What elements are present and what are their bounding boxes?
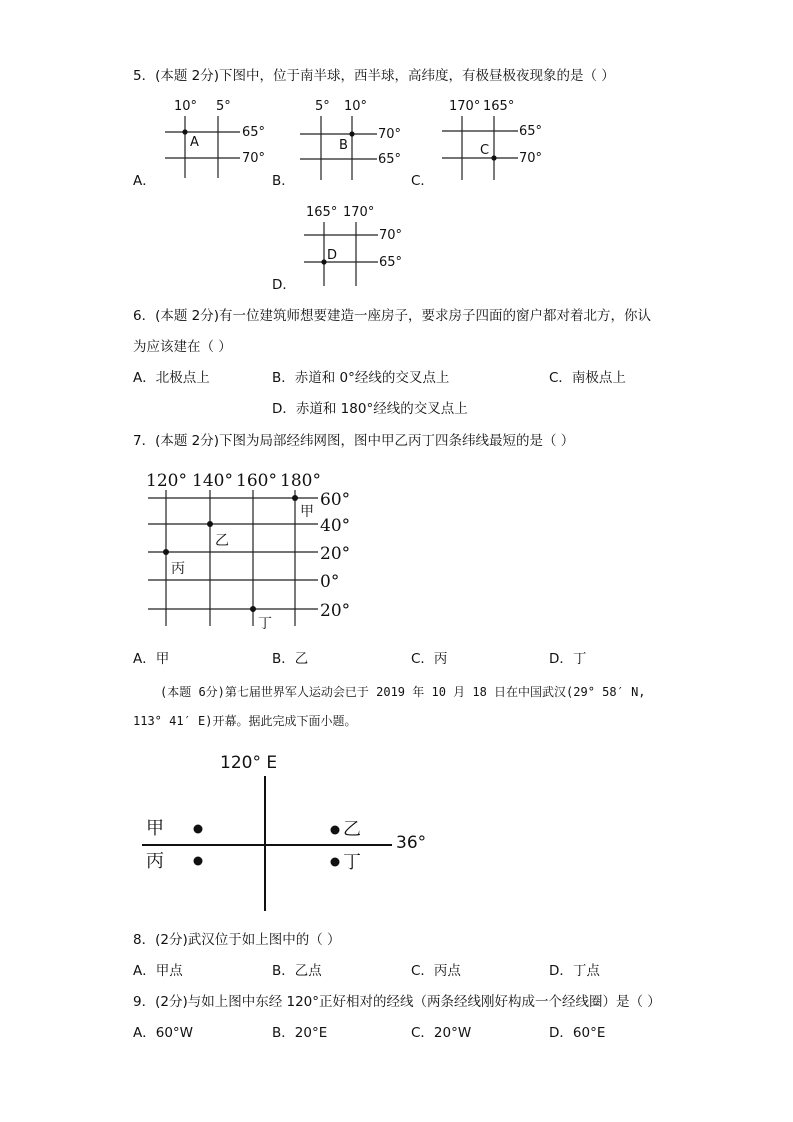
q8-stem: 8．(2分)武汉位于如上图中的（ ） [133, 932, 341, 948]
q5-option-b: B． [272, 173, 295, 189]
q5b-lon-1: 5° [315, 99, 330, 114]
q6-option-b: B．赤道和 0°经线的交叉点上 [272, 370, 450, 386]
q5b-point [349, 131, 354, 136]
q8-option-a: A．甲点 [133, 963, 183, 979]
q7-point-yi [207, 521, 213, 527]
q5a-lon-1: 10° [174, 99, 198, 114]
q8-point-jia [194, 825, 203, 834]
q9-option-d: D．60°E [549, 1025, 606, 1041]
q5b-point-label: B [339, 138, 348, 153]
q9-option-a: A．60°W [133, 1025, 194, 1041]
q5b-lat-1: 70° [378, 127, 402, 142]
q8-meridian-label: 120° E [220, 753, 278, 773]
q6-stem-line2: 为应该建在（ ） [133, 339, 232, 355]
q7-lat-60: 60° [320, 490, 351, 510]
q9-option-b: B．20°E [272, 1025, 328, 1041]
q5d-lat-2: 65° [379, 255, 403, 270]
q5-figure-b [295, 96, 405, 186]
q5d-point-label: D [327, 248, 338, 263]
q5d-lon-2: 170° [343, 205, 375, 220]
q7-lon-180: 180° [280, 471, 321, 491]
q8-label-yi: 乙 [343, 819, 361, 840]
q5c-lon-2: 165° [483, 99, 515, 114]
q8-figure [140, 748, 440, 918]
q5c-lat-1: 65° [519, 124, 543, 139]
q8-option-d: D．丁点 [549, 963, 600, 979]
q7-lat-0: 0° [320, 572, 340, 592]
q8-label-jia: 甲 [146, 818, 164, 839]
q5c-lat-2: 70° [519, 151, 543, 166]
q6-stem-line1: 6．(本题 2分)有一位建筑师想要建造一座房子，要求房子四面的窗户都对着北方，你认 [133, 308, 652, 324]
q7-lon-120: 120° [146, 471, 187, 491]
q5a-lat-2: 70° [242, 151, 266, 166]
q7-option-d: D．丁 [549, 651, 587, 667]
q5a-point [182, 129, 187, 134]
q7-option-b: B．乙 [272, 651, 309, 667]
q8-point-bing [194, 857, 203, 866]
q7-option-c: C．丙 [411, 651, 448, 667]
q5b-lon-2: 10° [344, 99, 368, 114]
q5c-lon-1: 170° [449, 99, 481, 114]
q7-point-bing [163, 549, 169, 555]
q7-lat-40: 40° [320, 516, 351, 536]
q8-option-b: B．乙点 [272, 963, 322, 979]
q7-option-a: A．甲 [133, 651, 170, 667]
q5-stem: 5．(本题 2分)下图中，位于南半球，西半球，高纬度，有极昼极夜现象的是（ ） [133, 68, 615, 84]
q5a-point-label: A [190, 135, 199, 150]
q5a-lon-2: 5° [216, 99, 231, 114]
q5d-lat-1: 70° [379, 228, 403, 243]
q7-lon-140: 140° [192, 471, 233, 491]
q7-label-jia: 甲 [300, 504, 314, 520]
q5d-lon-1: 165° [306, 205, 338, 220]
q6-option-c: C．南极点上 [549, 370, 626, 386]
intro-line2: 113° 41′ E)开幕。据此完成下面小题。 [133, 714, 357, 728]
intro-line1: (本题 6分)第七届世界军人运动会已于 2019 年 10 月 18 日在中国武汉(29° 58′ N, [160, 685, 646, 699]
q8-point-yi [331, 826, 340, 835]
q7-lat-20n: 20° [320, 544, 351, 564]
q7-label-ding: 丁 [258, 616, 272, 632]
q5-option-a: A． [133, 173, 156, 189]
q6-option-d: D．赤道和 180°经线的交叉点上 [272, 401, 468, 417]
q5-figure-c [440, 96, 555, 186]
q5-option-d: D． [272, 277, 296, 293]
q7-label-bing: 丙 [171, 561, 185, 577]
q5a-lat-1: 65° [242, 125, 266, 140]
q8-point-ding [331, 858, 340, 867]
q8-parallel-label: 36° [396, 833, 427, 853]
q8-option-c: C．丙点 [411, 963, 461, 979]
q7-point-ding [250, 606, 256, 612]
q5-figure-a [160, 96, 270, 186]
q5d-point [321, 259, 326, 264]
q9-stem: 9．(2分)与如上图中东经 120°正好相对的经线（两条经线刚好构成一个经线圈）是（ ） [133, 994, 661, 1010]
q6-option-a: A．北极点上 [133, 370, 210, 386]
q7-graticule [140, 466, 370, 636]
q7-point-jia [292, 495, 298, 501]
q7-lat-20s: 20° [320, 601, 351, 621]
q5-option-c: C． [411, 173, 434, 189]
q5c-point-label: C [480, 143, 490, 158]
q8-label-bing: 丙 [146, 851, 164, 872]
q5-figure-d [302, 202, 412, 292]
q9-option-c: C．20°W [411, 1025, 472, 1041]
q7-stem: 7．(本题 2分)下图为局部经纬网图，图中甲乙丙丁四条纬线最短的是（ ） [133, 433, 575, 449]
q8-label-ding: 丁 [343, 852, 361, 873]
q7-label-yi: 乙 [215, 533, 229, 549]
q5c-point [491, 155, 496, 160]
q7-lon-160: 160° [236, 471, 277, 491]
q5b-lat-2: 65° [378, 152, 402, 167]
